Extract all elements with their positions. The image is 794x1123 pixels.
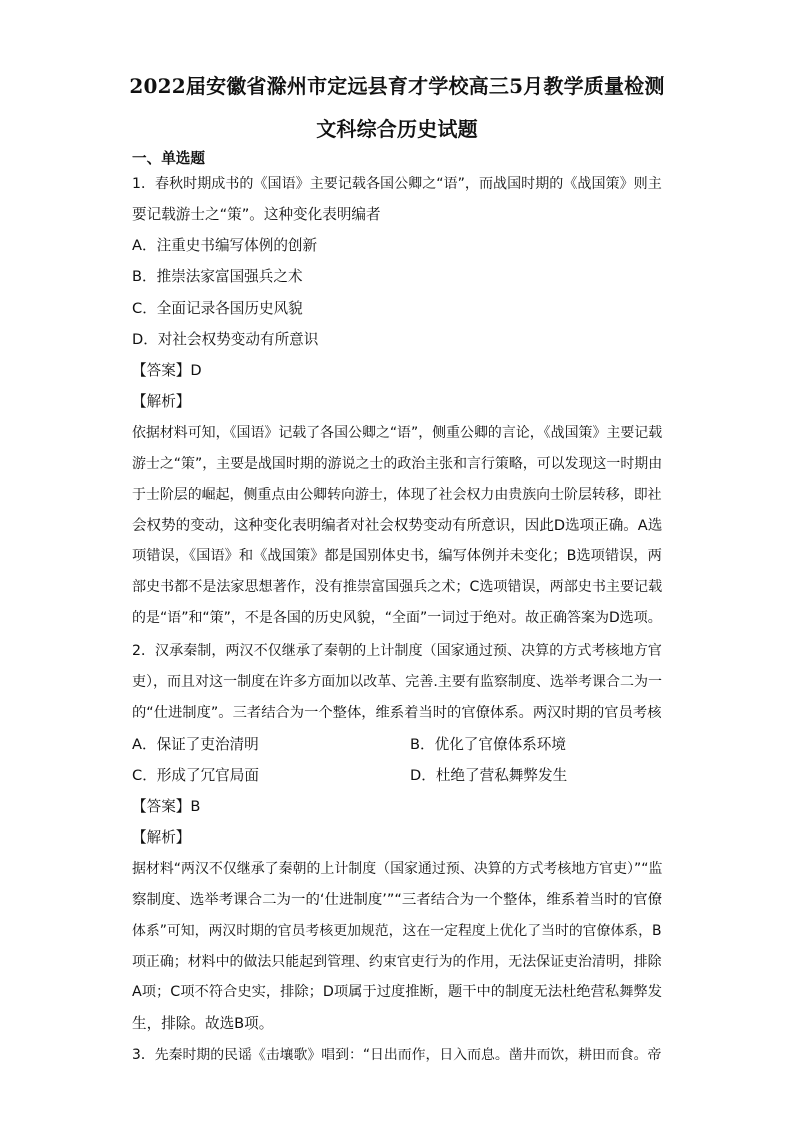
question-2-stem-line: 的“仕进制度”。三者结合为一个整体，维系着当时的官僚体系。两汉时期的官员考核 <box>132 705 662 721</box>
question-2-stem-line: 吏），而且对这一制度在许多方面加以改革、完善.主要有监察制度、选举考课合二为一 <box>132 674 663 690</box>
question-2-analysis-line: 据材料“两汉不仅继承了秦朝的上计制度（国家通过预、决算的方式考核地方官吏）”“监 <box>132 861 663 877</box>
question-2-analysis-line: 生，排除。故选B项。 <box>132 1015 274 1032</box>
question-2-analysis-label: 【解析】 <box>132 829 191 846</box>
question-2-analysis-line: A项；C项不符合史实，排除；D项属于过度推断，题干中的制度无法杜绝营私舞弊发 <box>132 984 662 1000</box>
question-1-analysis-line: 项错误，《国语》和《战国策》都是国别体史书，编写体例并未变化；B选项错误，两 <box>132 548 662 564</box>
question-2-analysis-line: 察制度、选举考课合二为一的‘仕进制度’”“三者结合为一个整体，维系着当时的官僚 <box>132 892 663 908</box>
question-2-stem-line: 2．汉承秦制，两汉不仅继承了秦朝的上计制度（国家通过预、决算的方式考核地方官 <box>132 643 662 659</box>
question-2-analysis-line: 体系”可知，两汉时期的官员考核更加规范，这在一定程度上优化了当时的官僚体系，B <box>132 923 662 939</box>
question-2-option-d: D．杜绝了营私舞弊发生 <box>410 767 568 784</box>
question-1-stem-line: 要记载游士之“策”。这种变化表明编者 <box>132 206 381 223</box>
question-1-analysis-label: 【解析】 <box>132 393 191 410</box>
question-1-option-b: B．推崇法家富国强兵之术 <box>132 268 303 285</box>
question-1-analysis-line: 部史书都不是法家思想著作，没有推崇富国强兵之术；C选项错误，两部史书主要记载 <box>132 579 663 595</box>
question-1-analysis-line: 会权势的变动，这种变化表明编者对社会权势变动有所意识，因此D选项正确。A选 <box>132 517 663 534</box>
question-2-option-a: A．保证了吏治清明 <box>132 736 259 753</box>
question-1-analysis-line: 的是“语”和“策”，不是各国的历史风貌，“全面”一词过于绝对。故正确答案为D选项。 <box>132 610 662 626</box>
question-1-answer: 【答案】D <box>132 362 202 379</box>
question-2-option-b: B．优化了官僚体系环境 <box>410 736 566 753</box>
question-1-analysis-line: 于士阶层的崛起，侧重点由公卿转向游士，体现了社会权力由贵族向士阶层转移，即社 <box>132 487 662 503</box>
question-2-answer: 【答案】B <box>132 798 201 815</box>
question-1-option-c: C．全面记录各国历史风貌 <box>132 300 303 317</box>
document-title-line-1: 2022届安徽省滁州市定远县育才学校高三5月教学质量检测 <box>129 74 665 98</box>
question-1-stem-line: 1．春秋时期成书的《国语》主要记载各国公卿之“语”，而战国时期的《战国策》则主 <box>132 176 662 192</box>
question-1-option-d: D．对社会权势变动有所意识 <box>132 331 319 348</box>
question-2-option-c: C．形成了冗官局面 <box>132 767 259 784</box>
question-1-option-a: A．注重史书编写体例的创新 <box>132 237 318 254</box>
question-3-stem-line: 3．先秦时期的民谣《击壤歌》唱到：“日出而作，日入而息。凿井而饮，耕田而食。帝 <box>132 1047 662 1063</box>
document-title-line-2: 文科综合历史试题 <box>316 117 478 141</box>
section-heading: 一、单选题 <box>132 150 205 167</box>
question-1-analysis-line: 游士之“策”，主要是战国时期的游说之士的政治主张和言行策略，可以发现这一时期由 <box>132 456 663 472</box>
question-2-analysis-line: 项正确；材料中的做法只能起到管理、约束官吏行为的作用，无法保证吏治清明，排除 <box>132 954 662 970</box>
question-1-analysis-line: 依据材料可知，《国语》记载了各国公卿之“语”，侧重公卿的言论，《战国策》主要记载 <box>132 425 663 441</box>
